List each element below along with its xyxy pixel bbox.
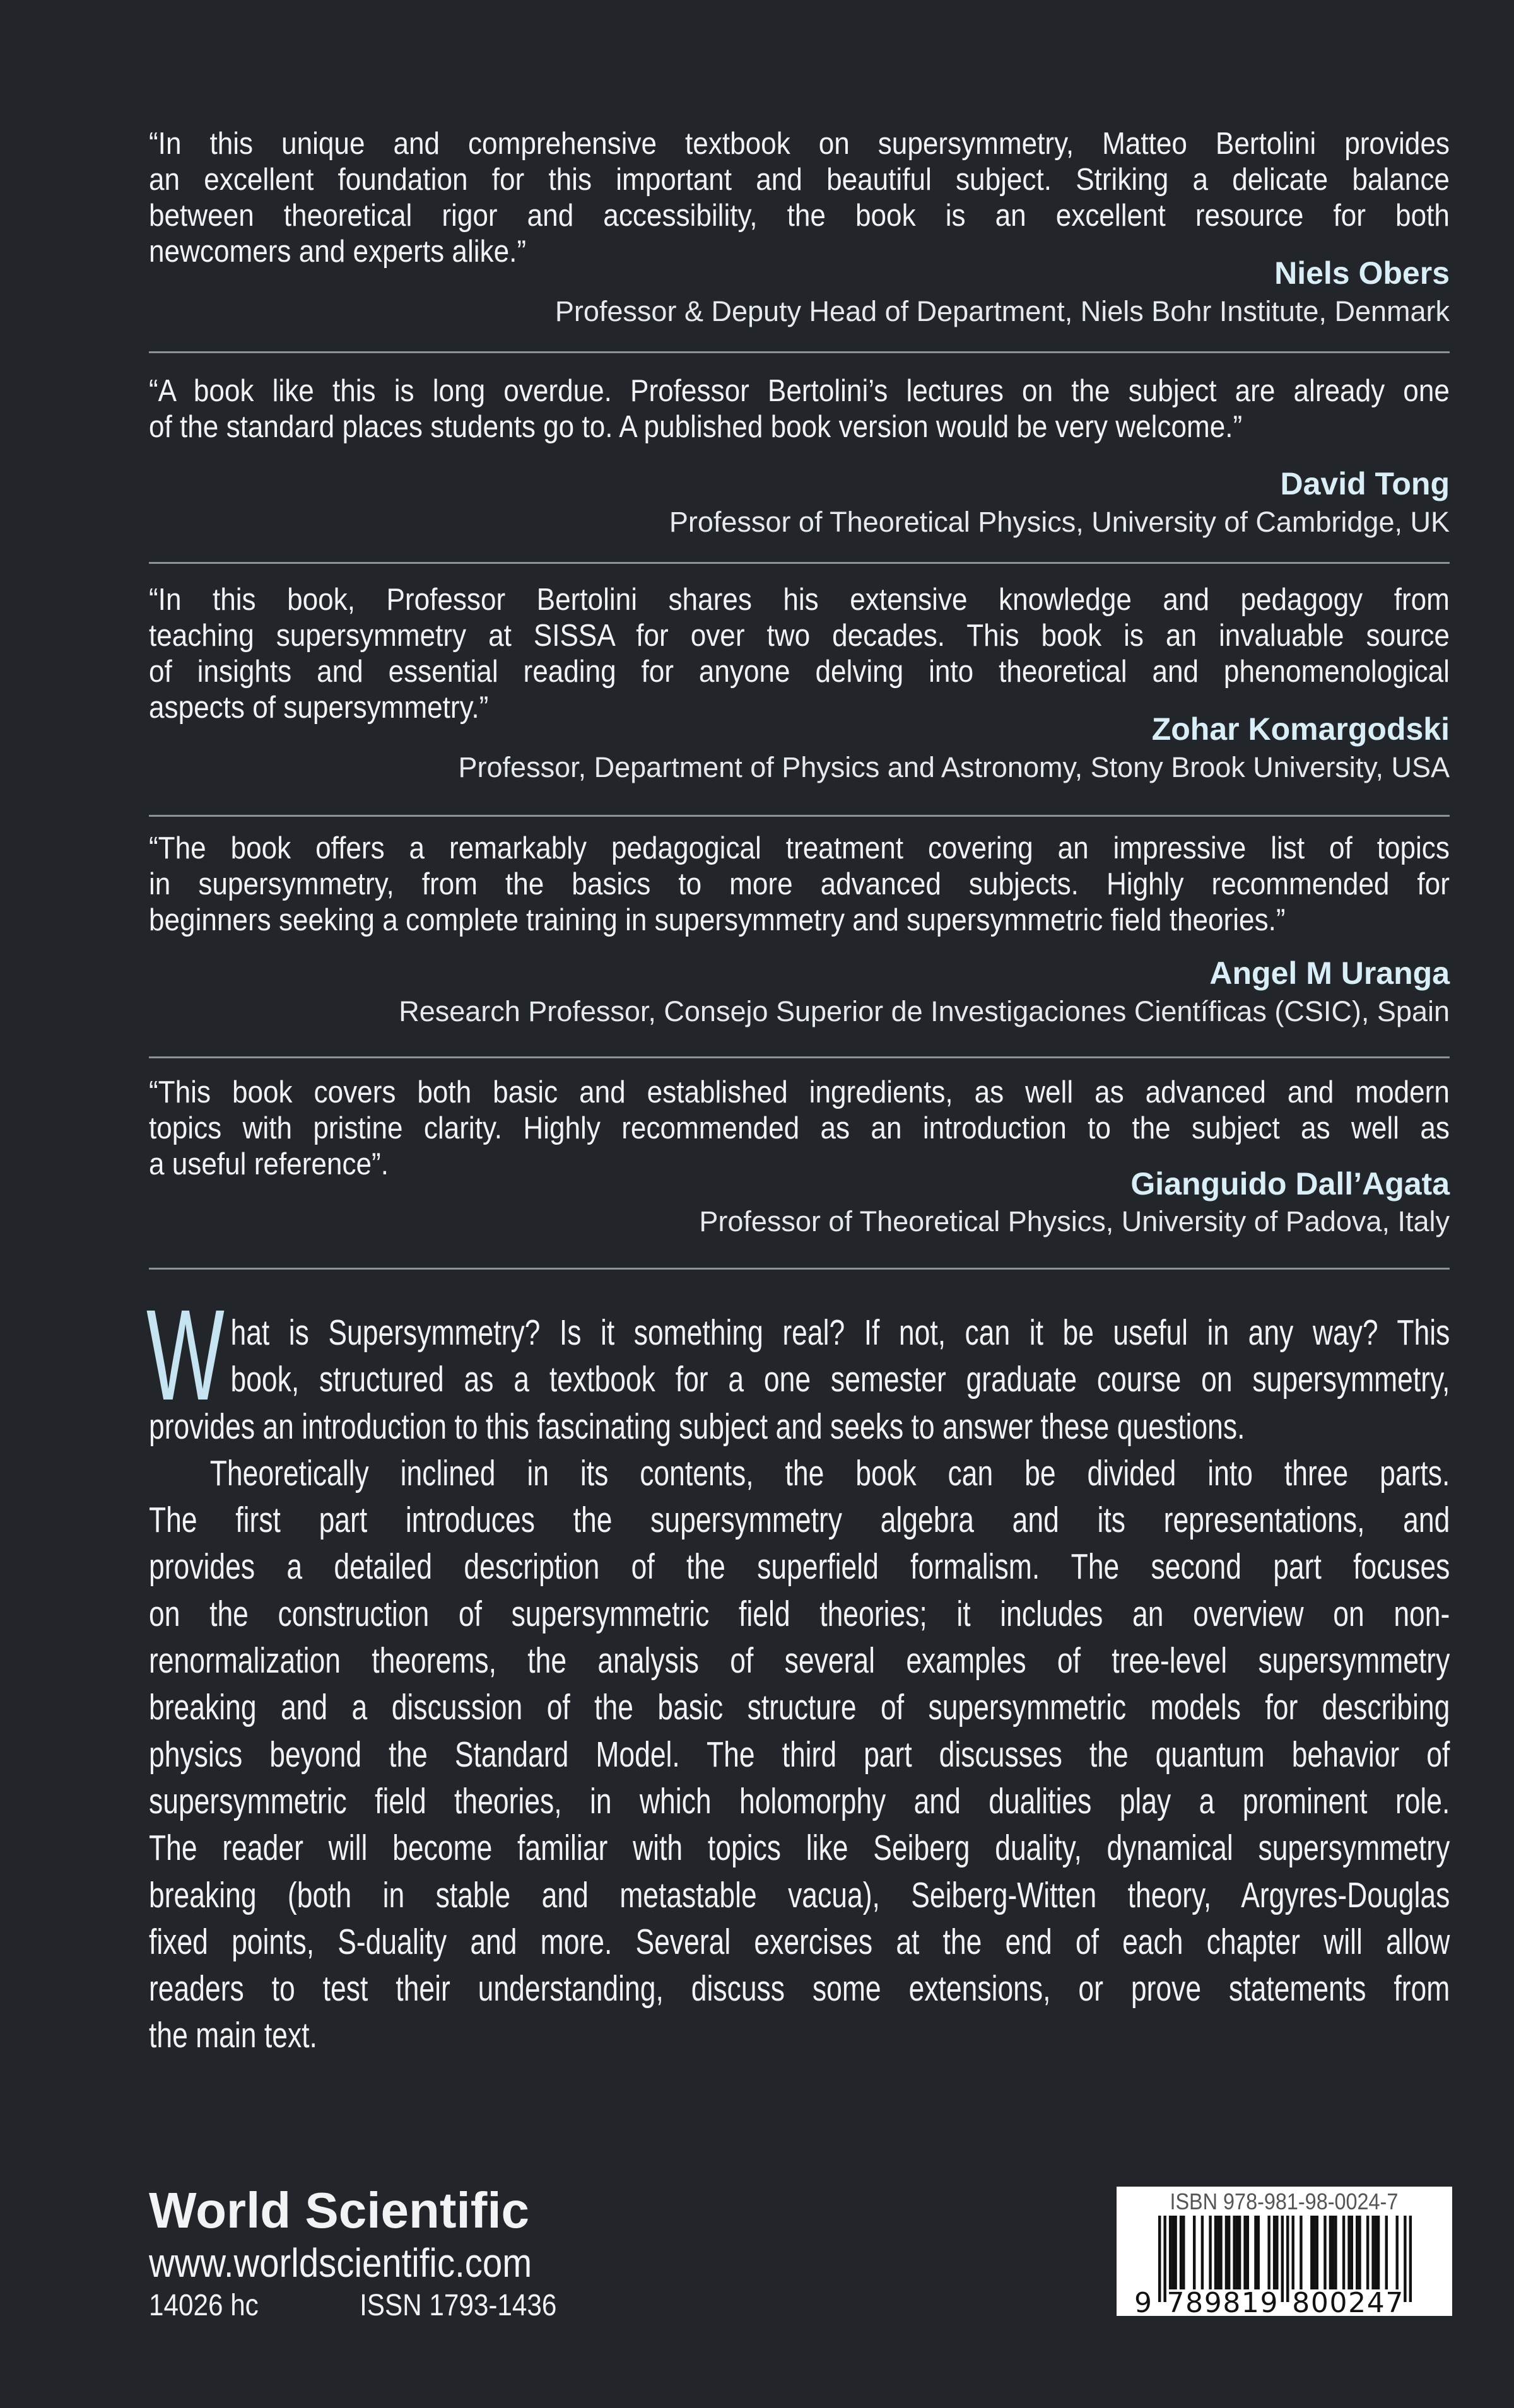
description-line: The first part introduces the supersymmetry algebra and its representations, and xyxy=(149,1500,1450,1541)
barcode-digit: 2 xyxy=(1348,2287,1366,2316)
barcode-bar xyxy=(1158,2216,1161,2302)
barcode-bar xyxy=(1174,2216,1177,2289)
endorser-name: David Tong xyxy=(1280,466,1450,501)
description-line: provides a detailed description of the superfield formalism. The second part focuses xyxy=(149,1546,1450,1587)
barcode-bar xyxy=(1409,2216,1412,2302)
barcode-bar xyxy=(1276,2216,1278,2289)
barcode-bar xyxy=(1169,2216,1171,2289)
barcode-bar xyxy=(1233,2216,1235,2289)
barcode-bar xyxy=(1171,2216,1174,2289)
barcode-bar xyxy=(1193,2216,1195,2289)
barcode-bar xyxy=(1292,2216,1294,2289)
quote-line: teaching supersymmetry at SISSA for over two decades. This book is an invaluable source xyxy=(149,619,1450,653)
barcode-bar xyxy=(1180,2216,1182,2289)
barcode-bar xyxy=(1366,2216,1369,2289)
barcode-bar xyxy=(1356,2216,1358,2289)
barcode-bar xyxy=(1273,2216,1276,2289)
barcode-bar xyxy=(1257,2216,1260,2289)
description-line: on the construction of supersymmetric field theories; it includes an overview on non- xyxy=(149,1593,1450,1634)
barcode-digit: 9 xyxy=(1134,2287,1152,2316)
endorser-affiliation: Professor, Department of Physics and Astronomy, Stony Brook University, USA xyxy=(458,751,1450,783)
quote-text xyxy=(149,582,1450,726)
divider xyxy=(149,1268,1450,1270)
description-line: provides an introduction to this fascinating subject and seeks to answer these questions. xyxy=(149,1406,1245,1447)
barcode-digit: 9 xyxy=(1204,2287,1222,2316)
endorser-affiliation: Professor & Deputy Head of Department, Niels Bohr Institute, Denmark xyxy=(555,295,1450,327)
barcode-bar xyxy=(1332,2216,1334,2289)
barcode-bar xyxy=(1201,2216,1204,2289)
endorser-affiliation: Professor of Theoretical Physics, University of Padova, Italy xyxy=(699,1205,1450,1237)
quote-line: in supersymmetry, from the basics to more advanced subjects. Highly recommended for xyxy=(149,867,1450,901)
barcode-bar xyxy=(1334,2216,1337,2289)
description-line: The reader will become familiar with topics like Seiberg duality, dynamical supersymmetry xyxy=(149,1828,1450,1869)
description-line: fixed points, S-duality and more. Several exercises at the end of each chapter will allow xyxy=(149,1921,1450,1962)
barcode-digit: 8 xyxy=(1292,2287,1310,2316)
barcode-bar xyxy=(1243,2216,1246,2289)
barcode-digit: 8 xyxy=(1185,2287,1204,2316)
barcode-digit: 8 xyxy=(1223,2287,1241,2316)
issn: ISSN 1793-1436 xyxy=(360,2289,557,2322)
barcode-bar xyxy=(1323,2216,1326,2289)
barcode-bar xyxy=(1342,2216,1345,2289)
divider xyxy=(149,351,1450,353)
quote-line: topics with pristine clarity. Highly recommended as an introduction to the subject as well as xyxy=(149,1111,1450,1145)
isbn-text: ISBN 978-981-98-0024-7 xyxy=(1170,2189,1399,2215)
description-line: hat is Supersymmetry? Is it something real? If not, can it be useful in any way? This xyxy=(230,1312,1450,1353)
description-line: supersymmetric field theories, in which holomorphy and dualities play a prominent role. xyxy=(149,1780,1450,1821)
quote-text xyxy=(149,126,1450,270)
publisher-name: World Scientific xyxy=(149,2182,530,2238)
endorser-name: Niels Obers xyxy=(1274,255,1450,291)
barcode-bar xyxy=(1377,2216,1380,2289)
quote-line: “This book covers both basic and established ingredients, as well as advanced and modern xyxy=(149,1075,1450,1109)
description-line: physics beyond the Standard Model. The third part discusses the quantum behavior of xyxy=(149,1734,1450,1775)
barcode-bar xyxy=(1375,2216,1377,2289)
barcode-bar xyxy=(1395,2216,1398,2289)
barcode-bar xyxy=(1286,2216,1289,2302)
quote-line: of insights and essential reading for anyone delving into theoretical and phenomenological xyxy=(149,655,1450,689)
book-description xyxy=(149,1309,1450,2059)
barcode-bar xyxy=(1209,2216,1211,2289)
barcode-bar xyxy=(1358,2216,1361,2289)
barcode-bar xyxy=(1182,2216,1185,2289)
isbn-barcode xyxy=(1117,2187,1452,2316)
barcode-bar xyxy=(1316,2216,1318,2289)
barcode-bar xyxy=(1281,2216,1284,2302)
barcode-bar xyxy=(1217,2216,1219,2289)
endorser-affiliation: Research Professor, Consejo Superior de Investigaciones Científicas (CSIC), Spain xyxy=(399,995,1450,1027)
barcode-bar xyxy=(1163,2216,1166,2302)
drop-cap: W xyxy=(146,1283,225,1427)
barcode-bar xyxy=(1238,2216,1241,2289)
barcode-digit: 7 xyxy=(1385,2287,1404,2316)
barcode-bar xyxy=(1225,2216,1228,2289)
quote-line: a useful reference”. xyxy=(149,1147,389,1181)
description-line: breaking (both in stable and metastable vacua), Seiberg-Witten theory, Argyres-Douglas xyxy=(149,1874,1450,1915)
divider xyxy=(149,562,1450,564)
publisher-website[interactable]: www.worldscientific.com xyxy=(149,2240,532,2286)
quote-line: “In this unique and comprehensive textbook on supersymmetry, Matteo Bertolini provides xyxy=(149,127,1450,161)
quote-line: an excellent foundation for this important and beautiful subject. Striking a delicate balance xyxy=(149,163,1450,197)
barcode-graphic xyxy=(1117,2187,1452,2316)
barcode-digit: 1 xyxy=(1241,2287,1259,2316)
barcode-digit: 4 xyxy=(1366,2287,1385,2316)
barcode-bar xyxy=(1247,2216,1249,2289)
barcode-bar xyxy=(1219,2216,1222,2289)
quote-line: “A book like this is long overdue. Professor Bertolini’s lectures on the subject are already one xyxy=(149,374,1450,408)
quote-text xyxy=(149,831,1450,938)
barcode-digit: 0 xyxy=(1310,2287,1329,2316)
barcode-bar xyxy=(1347,2216,1350,2289)
quote-line: of the standard places students go to. A published book version would be very welcome.” xyxy=(149,410,1243,444)
quote-text xyxy=(149,373,1450,445)
barcode-bar xyxy=(1385,2216,1388,2289)
quote-line: beginners seeking a complete training in supersymmetry and supersymmetric field theories.” xyxy=(149,903,1286,937)
barcode-bar xyxy=(1371,2216,1374,2289)
barcode-bar xyxy=(1228,2216,1230,2289)
barcode-digit: 0 xyxy=(1329,2287,1347,2316)
quote-line: between theoretical rigor and accessibility, the book is an excellent resource for both xyxy=(149,199,1450,233)
barcode-bar xyxy=(1254,2216,1257,2289)
quote-line: “In this book, Professor Bertolini shares his extensive knowledge and pedagogy from xyxy=(149,583,1450,617)
description-line: readers to test their understanding, discuss some extensions, or prove statements from xyxy=(149,1968,1450,2009)
description-line: book, structured as a textbook for a one semester graduate course on supersymmetry, xyxy=(230,1359,1450,1400)
barcode-bar xyxy=(1310,2216,1313,2289)
endorser-name: Gianguido Dall’Agata xyxy=(1130,1166,1450,1201)
barcode-bar xyxy=(1404,2216,1406,2302)
barcode-bar xyxy=(1267,2216,1270,2289)
barcode-digit: 9 xyxy=(1260,2287,1278,2316)
barcode-bar xyxy=(1300,2216,1302,2289)
barcode-bar xyxy=(1236,2216,1238,2289)
barcode-bar xyxy=(1214,2216,1217,2289)
quote-line: newcomers and experts alike.” xyxy=(149,235,527,269)
barcode-digit: 7 xyxy=(1166,2287,1185,2316)
quote-line: aspects of supersymmetry.” xyxy=(149,691,489,725)
barcode-bar xyxy=(1313,2216,1315,2289)
quote-line: “The book offers a remarkably pedagogical treatment covering an impressive list of topics xyxy=(149,831,1450,865)
description-line: renormalization theorems, the analysis of several examples of tree-level supersymmetry xyxy=(149,1640,1450,1681)
barcode-bar xyxy=(1351,2216,1353,2289)
endorser-affiliation: Professor of Theoretical Physics, University of Cambridge, UK xyxy=(669,506,1450,538)
barcode-bar xyxy=(1329,2216,1332,2289)
divider xyxy=(149,1056,1450,1058)
endorser-name: Zohar Komargodski xyxy=(1151,711,1450,747)
endorser-name: Angel M Uranga xyxy=(1209,956,1450,991)
description-line: Theoretically inclined in its contents, the book can be divided into three parts. xyxy=(209,1452,1450,1493)
description-line: the main text. xyxy=(149,2015,317,2056)
product-code: 14026 hc xyxy=(149,2289,259,2322)
description-line: breaking and a discussion of the basic structure of supersymmetric models for describing xyxy=(149,1687,1450,1728)
divider xyxy=(149,815,1450,817)
